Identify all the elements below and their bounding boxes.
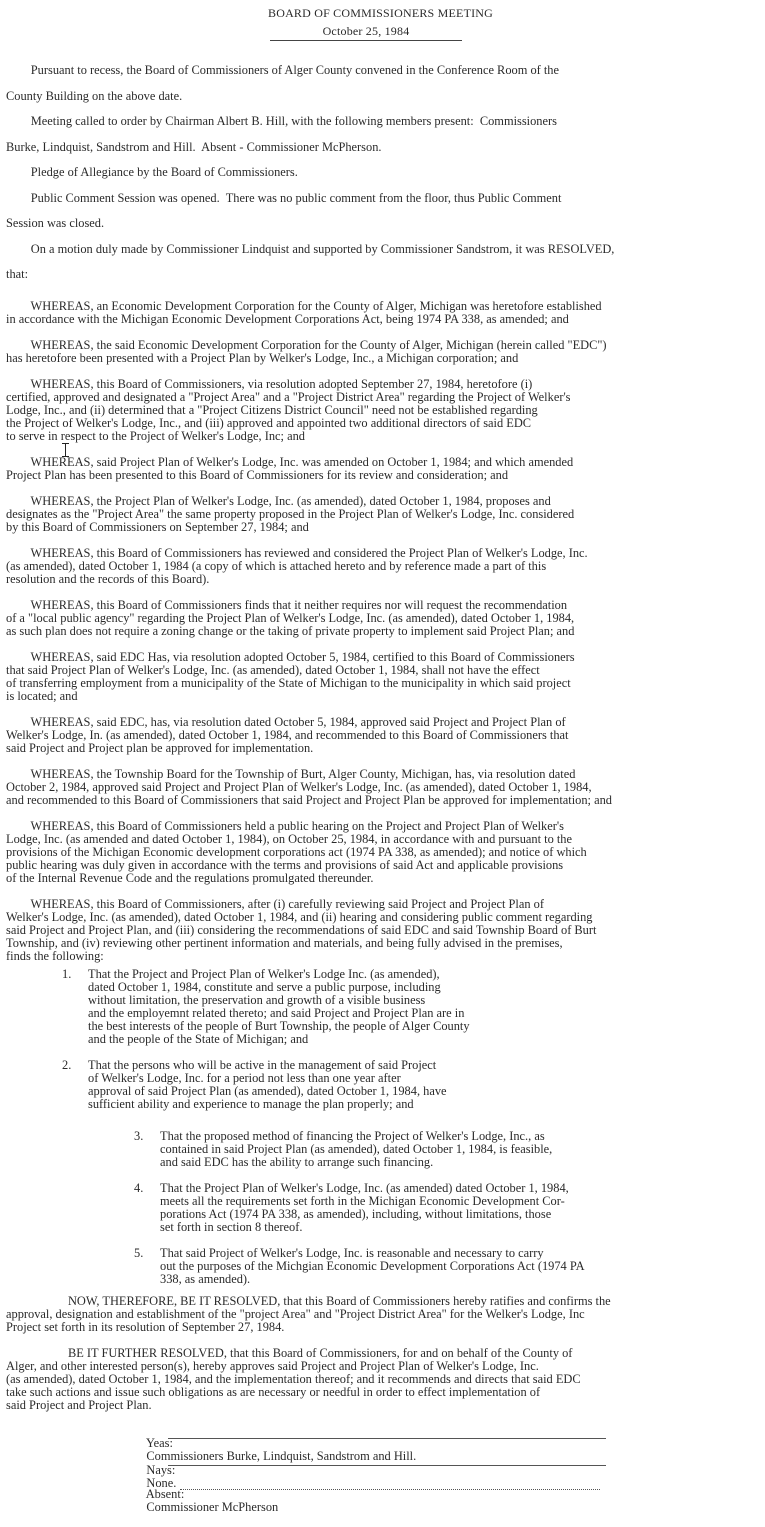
text-line: BE IT FURTHER RESOLVED, that this Board of Commissioners, for and on behalf of the County of bbox=[6, 1346, 573, 1360]
text-line: and said EDC has the ability to arrange such financing. bbox=[160, 1155, 434, 1169]
text-line: designates as the "Project Area" the same property proposed in the Project Plan of Welker's Lodge, Inc. considered bbox=[6, 507, 575, 521]
finding-text bbox=[88, 1059, 447, 1111]
findings-list-1-2 bbox=[62, 968, 470, 1124]
text-line: Pursuant to recess, the Board of Commissioners of Alger County convened in the Conference Room of the bbox=[6, 63, 559, 77]
finding-text bbox=[160, 1247, 585, 1286]
finding-text bbox=[160, 1182, 569, 1234]
text-line: WHEREAS, the said Economic Development Corporation for the County of Alger, Michigan (herein called "EDC") bbox=[6, 338, 607, 352]
finding-item bbox=[134, 1182, 585, 1234]
text-line: approval of said Project Plan (as amended), dated October 1, 1984, have bbox=[88, 1084, 447, 1098]
text-line: has heretofore been presented with a Project Plan by Welker's Lodge, Inc., a Michigan corporation; and bbox=[6, 351, 519, 365]
text-line: Lodge, Inc. (as amended and dated October 1, 1984), on October 25, 1984, in accordance with and pursuant to the bbox=[6, 832, 573, 846]
finding-number: 5. bbox=[134, 1246, 144, 1260]
text-line: and recommended to this Board of Commissioners that said Project and Project Plan be approved for implementation; and bbox=[6, 793, 612, 807]
text-line: WHEREAS, this Board of Commissioners has reviewed and considered the Project Plan of Welker's Lodge, Inc. bbox=[6, 546, 588, 560]
text-line: by this Board of Commissioners on September 27, 1984; and bbox=[6, 520, 309, 534]
text-line: that said Project Plan of Welker's Lodge, Inc. (as amended), dated October 1, 1984, shall not have the effect bbox=[6, 663, 540, 677]
finding-number: 2. bbox=[62, 1058, 72, 1072]
absent-underline bbox=[180, 1489, 600, 1490]
nays-underline bbox=[168, 1465, 606, 1466]
whereas-paragraph bbox=[6, 339, 612, 365]
text-line: Session was closed. bbox=[6, 216, 105, 230]
document-title: BOARD OF COMMISSIONERS MEETING bbox=[268, 6, 494, 20]
meeting-date: October 25, 1984 bbox=[270, 24, 462, 41]
text-line: WHEREAS, an Economic Development Corporation for the County of Alger, Michigan was heretofore established bbox=[6, 299, 602, 313]
whereas-paragraph bbox=[6, 599, 612, 638]
text-line: WHEREAS, said Project Plan of Welker's Lodge, Inc. was amended on October 1, 1984; and which amended bbox=[6, 455, 574, 469]
text-line: as such plan does not require a zoning change or the taking of private property to implement said Project Plan; and bbox=[6, 624, 575, 638]
text-line: said Project and Project Plan, and (iii) considering the recommendations of said EDC and said Township Board of Burt bbox=[6, 923, 597, 937]
text-line: meets all the requirements set forth in the Michigan Economic Development Cor- bbox=[160, 1194, 565, 1208]
text-line: That said Project of Welker's Lodge, Inc. is reasonable and necessary to carry bbox=[160, 1246, 544, 1260]
text-line: That the proposed method of financing the Project of Welker's Lodge, Inc., as bbox=[160, 1129, 545, 1143]
finding-item bbox=[62, 1059, 470, 1111]
whereas-paragraph bbox=[6, 716, 612, 755]
text-line: said Project and Project Plan. bbox=[6, 1398, 152, 1412]
finding-number: 1. bbox=[62, 967, 72, 981]
text-line: Welker's Lodge, In. (as amended), dated October 1, 1984, and recommended to this Board of Commissioners that bbox=[6, 728, 569, 742]
resolutions-paragraph bbox=[6, 1347, 611, 1412]
resolutions-section bbox=[6, 1295, 611, 1425]
text-line: in accordance with the Michigan Economic Development Corporations Act, being 1974 PA 338, as amended; and bbox=[6, 312, 569, 326]
whereas-paragraph bbox=[6, 547, 612, 586]
yeas-underline bbox=[168, 1438, 606, 1439]
absent-value: Commissioner McPherson bbox=[146, 1500, 279, 1514]
finding-text bbox=[160, 1130, 552, 1169]
yeas-label: Yeas: bbox=[145, 1436, 173, 1450]
text-line: Alger, and other interested person(s), hereby approves said Project and Project Plan of Welker's Lodge, Inc. bbox=[6, 1359, 539, 1373]
finding-item bbox=[134, 1130, 585, 1169]
text-line: take such actions and issue such obligations as are necessary or needful in order to effect implementation of bbox=[6, 1385, 541, 1399]
text-line: That the Project Plan of Welker's Lodge, Inc. (as amended) dated October 1, 1984, bbox=[160, 1181, 569, 1195]
finding-item bbox=[134, 1247, 585, 1286]
text-line: finds the following: bbox=[6, 949, 104, 963]
text-line: porations Act (1974 PA 338, as amended), including, without limitations, those bbox=[160, 1207, 552, 1221]
text-line: dated October 1, 1984, constitute and serve a public purpose, including bbox=[88, 980, 441, 994]
text-line: (as amended), dated October 1, 1984, and the implementation thereof; and it recommends and directs that said EDC bbox=[6, 1372, 581, 1386]
absent-label: Absent: bbox=[145, 1487, 185, 1501]
text-line: 338, as amended). bbox=[160, 1272, 251, 1286]
text-line: That the persons who will be active in the management of said Project bbox=[88, 1058, 437, 1072]
resolutions-paragraph bbox=[6, 1295, 611, 1334]
text-line: Pledge of Allegiance by the Board of Commissioners. bbox=[6, 165, 298, 179]
text-line: WHEREAS, said EDC Has, via resolution adopted October 5, 1984, certified to this Board of Commissioners bbox=[6, 650, 575, 664]
intro-paragraph bbox=[6, 237, 614, 288]
intro-paragraph bbox=[6, 58, 614, 109]
text-line: the Project of Welker's Lodge, Inc., and (iii) approved and appointed two additional directors of said EDC bbox=[6, 416, 532, 430]
text-line: of a "local public agency" regarding the Project Plan of Welker's Lodge, Inc. (as amended), dated October 1, 1984, bbox=[6, 611, 575, 625]
text-line: is located; and bbox=[6, 689, 78, 703]
text-line: set forth in section 8 thereof. bbox=[160, 1220, 303, 1234]
whereas-paragraph bbox=[6, 768, 612, 807]
text-line: WHEREAS, the Project Plan of Welker's Lodge, Inc. (as amended), dated October 1, 1984, proposes and bbox=[6, 494, 551, 508]
text-line: of transferring employment from a municipality of the State of Michigan to the municipality in which said project bbox=[6, 676, 571, 690]
findings-list-3-5 bbox=[134, 1130, 585, 1299]
text-line: said Project and Project plan be approved for implementation. bbox=[6, 741, 314, 755]
text-line: NOW, THEREFORE, BE IT RESOLVED, that this Board of Commissioners hereby ratifies and confirms the bbox=[6, 1294, 611, 1308]
text-line: of Welker's Lodge, Inc. for a period not less than one year after bbox=[88, 1071, 401, 1085]
text-line: That the Project and Project Plan of Welker's Lodge Inc. (as amended), bbox=[88, 967, 440, 981]
text-line: to serve in respect to the Project of Welker's Lodge, Inc; and bbox=[6, 429, 305, 443]
text-line: WHEREAS, said EDC, has, via resolution dated October 5, 1984, approved said Project and Project Plan of bbox=[6, 715, 566, 729]
text-line: that: bbox=[6, 267, 29, 281]
absent-row bbox=[134, 1475, 278, 1527]
text-line: October 2, 1984, approved said Project and Project Plan of Welker's Lodge, Inc. (as amended), dated October 1, 1984, bbox=[6, 780, 592, 794]
nays-value: None. bbox=[146, 1476, 177, 1490]
whereas-paragraph bbox=[6, 651, 612, 703]
yeas-value: Commissioners Burke, Lindquist, Sandstrom and Hill. bbox=[146, 1449, 417, 1463]
text-line: Public Comment Session was opened. There was no public comment from the floor, thus Public Comment bbox=[6, 190, 562, 205]
text-line: Project set forth in its resolution of September 27, 1984. bbox=[6, 1320, 285, 1334]
whereas-section bbox=[6, 300, 612, 976]
text-line: On a motion duly made by Commissioner Lindquist and supported by Commissioner Sandstrom, it was RESOLVED, bbox=[6, 241, 615, 256]
whereas-paragraph bbox=[6, 456, 612, 482]
text-line: without limitation, the preservation and growth of a visible business bbox=[88, 993, 426, 1007]
text-line: WHEREAS, this Board of Commissioners, after (i) carefully reviewing said Project and Project Plan of bbox=[6, 897, 544, 911]
text-line: (as amended), dated October 1, 1984 (a copy of which is attached hereto and by reference made a part of this bbox=[6, 559, 547, 573]
text-line: contained in said Project Plan (as amended), dated October 1, 1984, is feasible, bbox=[160, 1142, 553, 1156]
yeas-row bbox=[134, 1424, 416, 1476]
text-line: public hearing was duly given in accordance with the terms and provisions of said Act and applicable provisions bbox=[6, 858, 564, 872]
text-line: County Building on the above date. bbox=[6, 88, 183, 103]
text-line: Meeting called to order by Chairman Albert B. Hill, with the following members present: Commissioners bbox=[6, 114, 557, 128]
whereas-paragraph bbox=[6, 898, 612, 963]
whereas-paragraph bbox=[6, 378, 612, 443]
text-line: approval, designation and establishment of the "project Area" and "Project District Area" for the Welker's Lodge, Inc bbox=[6, 1307, 585, 1321]
text-line: Lodge, Inc., and (ii) determined that a "Project Citizens District Council" need not be established regarding bbox=[6, 403, 538, 417]
finding-number: 3. bbox=[134, 1129, 144, 1143]
text-line: out the purposes of the Michgian Economic Development Corporations Act (1974 PA bbox=[160, 1259, 585, 1273]
intro-section bbox=[6, 58, 614, 288]
text-line: the best interests of the people of Burt Township, the people of Alger County bbox=[88, 1019, 470, 1033]
text-line: sufficient ability and experience to manage the plan properly; and bbox=[88, 1097, 414, 1111]
text-line: provisions of the Michigan Economic development corporations act (1974 PA 338, as amended); and notice of which bbox=[6, 845, 587, 859]
text-line: resolution and the records of this Board). bbox=[6, 572, 210, 586]
text-line: Burke, Lindquist, Sandstrom and Hill. Absent - Commissioner McPherson. bbox=[6, 139, 382, 154]
text-line: and the people of the State of Michigan; and bbox=[88, 1032, 309, 1046]
text-line: of the Internal Revenue Code and the regulations promulgated thereunder. bbox=[6, 871, 374, 885]
text-line: Welker's Lodge, Inc. (as amended), dated October 1, 1984, and (ii) hearing and considering public comment regarding bbox=[6, 910, 593, 924]
finding-item bbox=[62, 968, 470, 1046]
text-line: Project Plan has been presented to this Board of Commissioners for its review and consideration; and bbox=[6, 468, 509, 482]
text-line: WHEREAS, the Township Board for the Township of Burt, Alger County, Michigan, has, via resolution dated bbox=[6, 767, 576, 781]
intro-paragraph bbox=[6, 109, 614, 160]
text-line: certified, approved and designated a "Project Area" and a "Project District Area" regarding the Project of Welker's bbox=[6, 390, 571, 404]
text-line: Township, and (iv) reviewing other pertinent information and materials, and being fully advised in the premises, bbox=[6, 936, 563, 950]
finding-text bbox=[88, 968, 470, 1046]
whereas-paragraph bbox=[6, 495, 612, 534]
intro-paragraph bbox=[6, 186, 614, 237]
text-line: WHEREAS, this Board of Commissioners held a public hearing on the Project and Project Plan of Welker's bbox=[6, 819, 564, 833]
text-line: and the employemnt related thereto; and said Project and Project Plan are in bbox=[88, 1006, 465, 1020]
whereas-paragraph bbox=[6, 820, 612, 885]
intro-paragraph bbox=[6, 160, 614, 186]
text-line: WHEREAS, this Board of Commissioners, via resolution adopted September 27, 1984, heretofore (i) bbox=[6, 377, 533, 391]
nays-label: Nays: bbox=[146, 1463, 176, 1477]
text-line: WHEREAS, this Board of Commissioners finds that it neither requires nor will request the recommendation bbox=[6, 598, 568, 612]
finding-number: 4. bbox=[134, 1181, 144, 1195]
text-cursor-icon bbox=[62, 443, 69, 457]
whereas-paragraph bbox=[6, 300, 612, 326]
